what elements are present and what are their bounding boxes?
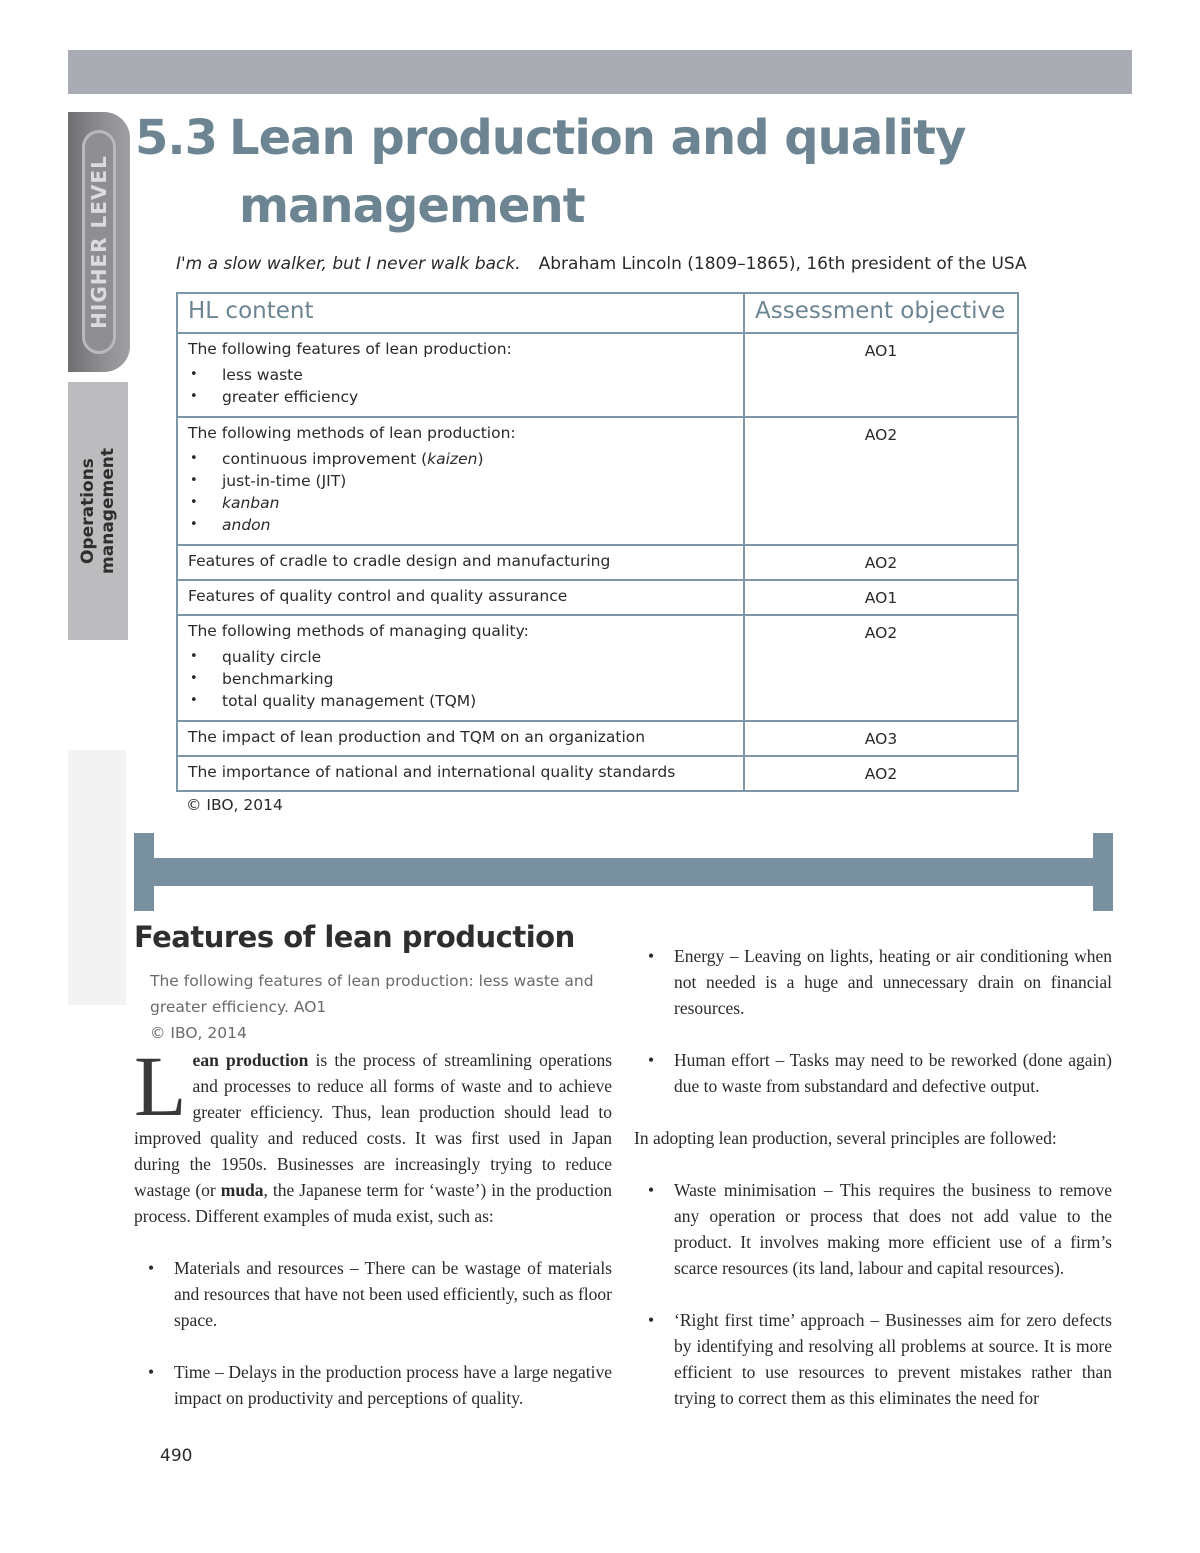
higher-level-tab [68, 112, 130, 372]
body-column-right [634, 943, 1112, 1411]
section-divider [134, 833, 1113, 911]
table-row [177, 721, 1018, 756]
list-item: • just-in-time (JIT) [188, 470, 733, 492]
row-content: Features of quality control and quality assurance [177, 580, 744, 615]
row-objective: AO1 [744, 580, 1018, 615]
row-content: The importance of national and international quality standards [177, 756, 744, 791]
list-item: • greater efficiency [188, 386, 733, 408]
intro-paragraph: Lean production is the process of streamlining operations and processes to reduce all forms of waste and to achieve greater efficiency. Thus, lean production should lead to improved quality and reduced costs. It was first used in Japan during the 1950s. Businesses are increasingly trying to reduce wastage (or muda, the Japanese term for ‘waste’) in the production process. Different examples of muda exist, such as: [134, 1038, 613, 1226]
principles-intro: In adopting lean production, several principles are followed: [634, 1128, 1057, 1148]
operations-management-tab [68, 382, 128, 640]
list-item: • total quality management (TQM) [188, 690, 733, 712]
ops-label-line2: management [98, 448, 118, 574]
section-title: Features of lean production [134, 920, 575, 954]
syllabus-note [150, 968, 620, 1046]
margin-strip [68, 750, 126, 1005]
key-term-muda: muda [220, 1180, 264, 1200]
row-objective: AO1 [744, 333, 1018, 417]
list-item: • benchmarking [188, 668, 733, 690]
operations-management-label [78, 448, 118, 574]
chapter-title-line1: Lean production and quality [229, 110, 966, 166]
syllabus-copyright: © IBO, 2014 [150, 1024, 247, 1042]
row-content: Features of cradle to cradle design and manufacturing [177, 545, 744, 580]
list-item: • kanban [188, 492, 733, 514]
row-objective: AO3 [744, 721, 1018, 756]
table-header-row [177, 293, 1018, 333]
table-row [177, 545, 1018, 580]
table-row [177, 756, 1018, 791]
quote-attribution: Abraham Lincoln (1809–1865), 16th president of the USA [538, 254, 1027, 274]
row-content: The following methods of managing quality: [188, 622, 529, 640]
list-item: • Energy – Leaving on lights, heating or air conditioning when not needed is a huge and unnecessary drain on financial resources. [634, 943, 1112, 1021]
page-number: 490 [160, 1446, 193, 1466]
key-term: ean production [192, 1050, 309, 1070]
list-item: • ‘Right first time’ approach – Businesses aim for zero defects by identifying and resolving all problems at source. It is more efficient to use resources to prevent mistakes rather than trying to correct them as this eliminates the need for [634, 1307, 1112, 1411]
table-row [177, 417, 1018, 545]
syllabus-line: The following features of lean production: less waste and greater efficiency. AO1 [150, 972, 594, 1016]
list-item: • Human effort – Tasks may need to be reworked (done again) due to waste from substandard and defective output. [634, 1047, 1112, 1099]
row-content: The impact of lean production and TQM on an organization [177, 721, 744, 756]
list-item: • quality circle [188, 646, 733, 668]
header-band [68, 50, 1132, 94]
higher-level-label: HIGHER LEVEL [87, 155, 111, 329]
table-row [177, 580, 1018, 615]
chapter-number: 5.3 [135, 110, 218, 166]
table-row [177, 615, 1018, 721]
row-content: The following methods of lean production: [188, 424, 516, 442]
row-objective: AO2 [744, 417, 1018, 545]
header-hl-content: HL content [177, 293, 744, 333]
hl-content-table [176, 292, 1019, 792]
list-item: • Waste minimisation – This requires the business to remove any operation or process that does not add value to the product. It involves making more efficient use of a firm’s scarce resources (its land, labour and capital resources). [634, 1177, 1112, 1281]
chapter-title-line2: management [239, 178, 585, 234]
row-objective: AO2 [744, 615, 1018, 721]
header-assessment-objective: Assessment objective [744, 293, 1018, 333]
row-objective: AO2 [744, 545, 1018, 580]
row-content: The following features of lean production: [188, 340, 512, 358]
ops-label-line1: Operations [78, 458, 98, 564]
list-item: • less waste [188, 364, 733, 386]
body-column-left [134, 1038, 613, 1437]
epigraph [176, 254, 1027, 274]
table-copyright: © IBO, 2014 [186, 796, 283, 814]
table-row [177, 333, 1018, 417]
list-item: • continuous improvement (kaizen) [188, 448, 733, 470]
list-item: • Time – Delays in the production process have a large negative impact on productivity and perceptions of quality. [134, 1359, 612, 1411]
list-item: • andon [188, 514, 733, 536]
drop-cap: L [134, 1038, 187, 1134]
list-item: • Materials and resources – There can be wastage of materials and resources that have not been used efficiently, such as floor space. [134, 1255, 612, 1333]
row-objective: AO2 [744, 756, 1018, 791]
quote-text: I'm a slow walker, but I never walk back. [176, 254, 521, 274]
chapter-title [135, 104, 965, 240]
